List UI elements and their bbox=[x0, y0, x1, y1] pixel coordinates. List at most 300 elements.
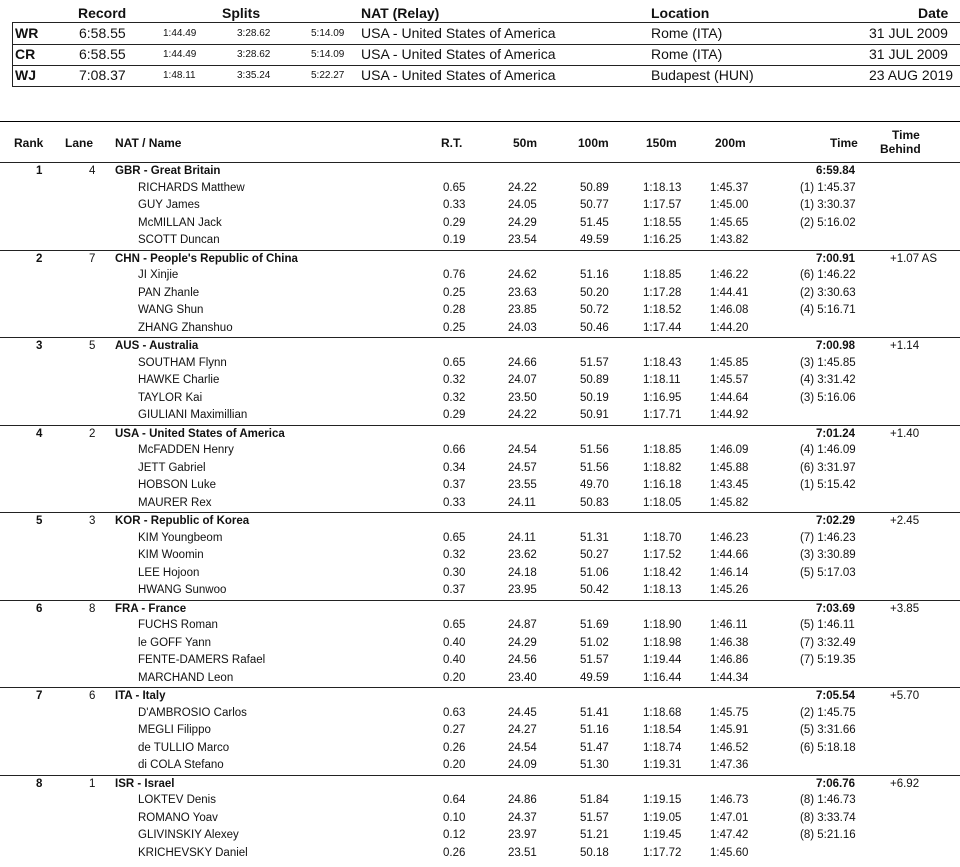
swimmer-name: PAN Zhanle bbox=[138, 286, 200, 299]
records-header-location: Location bbox=[651, 5, 710, 21]
swimmer-100m: 51.57 bbox=[580, 811, 609, 824]
col-150m: 150m bbox=[646, 136, 677, 150]
col-time: Time bbox=[830, 136, 858, 150]
swimmer-rt: 0.29 bbox=[443, 409, 466, 421]
swimmer-name: JETT Gabriel bbox=[138, 461, 206, 474]
team-row bbox=[0, 512, 960, 531]
record-nat: USA - United States of America bbox=[361, 46, 556, 62]
team-behind: +1.40 bbox=[890, 427, 920, 440]
swimmer-200m: 1:46.52 bbox=[710, 741, 749, 754]
swimmer-200m: 1:46.14 bbox=[710, 566, 749, 579]
swimmer-50m: 24.09 bbox=[508, 759, 537, 771]
team-behind: +1.07 AS bbox=[890, 252, 937, 265]
swimmer-cumulative: (8) 1:46.73 bbox=[800, 794, 856, 806]
swimmer-150m: 1:19.31 bbox=[643, 759, 682, 771]
record-time: 6:58.55 bbox=[79, 46, 126, 62]
swimmer-name: ROMANO Yoav bbox=[138, 811, 218, 824]
swimmer-cumulative: (1) 1:45.37 bbox=[800, 181, 856, 194]
record-code: CR bbox=[15, 46, 36, 62]
swimmer-200m: 1:45.82 bbox=[710, 496, 749, 509]
swimmer-50m: 24.11 bbox=[508, 531, 536, 544]
team-nat: CHN - People's Republic of China bbox=[115, 252, 298, 265]
swimmer-150m: 1:17.44 bbox=[643, 321, 682, 334]
swimmer-100m: 50.18 bbox=[580, 846, 609, 859]
swimmer-100m: 50.83 bbox=[580, 496, 609, 509]
swimmer-50m: 23.55 bbox=[508, 479, 537, 491]
team-lane: 2 bbox=[89, 427, 96, 440]
swimmer-cumulative: (4) 3:31.42 bbox=[800, 374, 856, 386]
swimmer-row bbox=[0, 530, 960, 548]
swimmer-row bbox=[0, 792, 960, 810]
swimmer-name: MAURER Rex bbox=[138, 496, 212, 509]
team-lane: 7 bbox=[89, 252, 96, 265]
swimmer-100m: 50.19 bbox=[580, 391, 609, 404]
swimmer-row bbox=[0, 582, 960, 600]
team-row bbox=[0, 687, 960, 706]
team-behind: +3.85 bbox=[890, 602, 920, 615]
swimmer-150m: 1:18.82 bbox=[643, 461, 682, 474]
swimmer-name: MEGLI Filippo bbox=[138, 724, 211, 736]
swimmer-200m: 1:46.86 bbox=[710, 654, 749, 666]
swimmer-50m: 24.87 bbox=[508, 619, 537, 631]
col-lane: Lane bbox=[65, 136, 94, 150]
results-header bbox=[0, 121, 960, 163]
swimmer-cumulative: (6) 3:31.97 bbox=[800, 461, 856, 474]
swimmer-row bbox=[0, 810, 960, 828]
swimmer-200m: 1:45.91 bbox=[710, 724, 749, 736]
swimmer-row bbox=[0, 180, 960, 198]
swimmer-row bbox=[0, 635, 960, 653]
swimmer-cumulative: (2) 5:16.02 bbox=[800, 216, 856, 229]
swimmer-rt: 0.19 bbox=[443, 234, 466, 246]
swimmer-150m: 1:16.18 bbox=[643, 479, 682, 491]
swimmer-cumulative: (4) 5:16.71 bbox=[800, 304, 856, 316]
swimmer-cumulative: (6) 5:18.18 bbox=[800, 741, 856, 754]
swimmer-100m: 50.72 bbox=[580, 304, 609, 316]
records-header bbox=[0, 0, 960, 22]
swimmer-150m: 1:18.13 bbox=[643, 181, 682, 194]
swimmer-cumulative: (7) 3:32.49 bbox=[800, 636, 856, 649]
swimmer-cumulative: (3) 5:16.06 bbox=[800, 391, 856, 404]
team-rank: 7 bbox=[36, 690, 43, 702]
swimmer-200m: 1:44.64 bbox=[710, 391, 749, 404]
team-lane: 3 bbox=[89, 515, 96, 527]
record-split-3: 5:14.09 bbox=[311, 49, 345, 60]
swimmer-50m: 24.54 bbox=[508, 741, 537, 754]
record-split-3: 5:14.09 bbox=[311, 28, 345, 39]
swimmer-50m: 24.22 bbox=[508, 181, 537, 194]
swimmer-rt: 0.25 bbox=[443, 321, 466, 334]
team-time: 7:03.69 bbox=[816, 602, 856, 615]
team-nat: ITA - Italy bbox=[115, 690, 166, 702]
swimmer-rt: 0.34 bbox=[443, 461, 466, 474]
swimmer-100m: 51.30 bbox=[580, 759, 609, 771]
team-nat: ISR - Israel bbox=[115, 777, 175, 790]
swimmer-50m: 24.22 bbox=[508, 409, 537, 421]
swimmer-rt: 0.33 bbox=[443, 199, 466, 211]
swimmer-rt: 0.29 bbox=[443, 216, 466, 229]
team-behind: +6.92 bbox=[890, 777, 920, 790]
team-row bbox=[0, 250, 960, 269]
swimmer-50m: 24.18 bbox=[508, 566, 537, 579]
records-header-splits: Splits bbox=[222, 5, 261, 21]
swimmer-cumulative: (4) 1:46.09 bbox=[800, 444, 856, 456]
swimmer-50m: 24.37 bbox=[508, 811, 537, 824]
swimmer-50m: 24.62 bbox=[508, 269, 537, 281]
team-time: 7:00.98 bbox=[816, 340, 856, 352]
team-time: 7:02.29 bbox=[816, 515, 856, 527]
swimmer-name: TAYLOR Kai bbox=[138, 391, 203, 404]
team-rank: 6 bbox=[36, 602, 43, 615]
team-row bbox=[0, 162, 960, 181]
swimmer-100m: 50.42 bbox=[580, 584, 609, 596]
swimmer-rt: 0.37 bbox=[443, 479, 466, 491]
record-location: Budapest (HUN) bbox=[651, 67, 754, 83]
swimmer-200m: 1:44.41 bbox=[710, 286, 749, 299]
record-nat: USA - United States of America bbox=[361, 25, 556, 41]
swimmer-cumulative: (2) 1:45.75 bbox=[800, 706, 856, 719]
record-split-1: 1:48.11 bbox=[163, 70, 196, 81]
swimmer-name: di COLA Stefano bbox=[138, 759, 224, 771]
swimmer-100m: 51.16 bbox=[580, 269, 609, 281]
swimmer-100m: 50.27 bbox=[580, 549, 609, 561]
swimmer-50m: 24.54 bbox=[508, 444, 537, 456]
record-split-2: 3:35.24 bbox=[237, 70, 271, 81]
swimmer-row bbox=[0, 215, 960, 233]
team-nat: AUS - Australia bbox=[115, 340, 199, 352]
record-row bbox=[12, 65, 960, 87]
swimmer-rt: 0.65 bbox=[443, 181, 466, 194]
swimmer-row bbox=[0, 757, 960, 775]
swimmer-200m: 1:45.75 bbox=[710, 706, 749, 719]
swimmer-150m: 1:18.68 bbox=[643, 706, 682, 719]
swimmer-200m: 1:45.85 bbox=[710, 356, 749, 369]
swimmer-row bbox=[0, 547, 960, 565]
swimmer-rt: 0.40 bbox=[443, 654, 466, 666]
team-nat: FRA - France bbox=[115, 602, 187, 615]
swimmer-150m: 1:19.15 bbox=[643, 794, 682, 806]
swimmer-rt: 0.63 bbox=[443, 706, 466, 719]
swimmer-name: KIM Woomin bbox=[138, 549, 204, 561]
swimmer-rt: 0.26 bbox=[443, 846, 466, 859]
swimmer-100m: 51.02 bbox=[580, 636, 609, 649]
swimmer-50m: 24.11 bbox=[508, 496, 536, 509]
swimmer-name: JI Xinjie bbox=[138, 269, 179, 281]
swimmer-100m: 49.59 bbox=[580, 671, 609, 684]
team-time: 7:05.54 bbox=[816, 690, 856, 702]
record-split-1: 1:44.49 bbox=[163, 49, 197, 60]
swimmer-50m: 24.05 bbox=[508, 199, 537, 211]
swimmer-200m: 1:45.60 bbox=[710, 846, 749, 859]
swimmer-name: McMILLAN Jack bbox=[138, 216, 222, 229]
swimmer-row bbox=[0, 495, 960, 513]
swimmer-row bbox=[0, 670, 960, 688]
swimmer-200m: 1:47.01 bbox=[710, 811, 749, 824]
record-row bbox=[12, 44, 960, 66]
swimmer-rt: 0.32 bbox=[443, 374, 466, 386]
team-time: 7:00.91 bbox=[816, 252, 856, 265]
swimmer-150m: 1:17.71 bbox=[643, 409, 682, 421]
swimmer-150m: 1:18.05 bbox=[643, 496, 682, 509]
swimmer-200m: 1:45.37 bbox=[710, 181, 749, 194]
swimmer-name: RICHARDS Matthew bbox=[138, 181, 245, 194]
swimmer-200m: 1:45.26 bbox=[710, 584, 749, 596]
swimmer-name: GIULIANI Maximillian bbox=[138, 409, 248, 421]
swimmer-200m: 1:46.73 bbox=[710, 794, 749, 806]
swimmer-200m: 1:45.88 bbox=[710, 461, 749, 474]
swimmer-50m: 23.50 bbox=[508, 391, 537, 404]
swimmer-name: FENTE-DAMERS Rafael bbox=[138, 654, 266, 666]
swimmer-cumulative: (8) 5:21.16 bbox=[800, 829, 856, 841]
team-lane: 1 bbox=[89, 777, 96, 790]
swimmer-100m: 51.56 bbox=[580, 461, 609, 474]
swimmer-name: SOUTHAM Flynn bbox=[138, 356, 227, 369]
swimmer-rt: 0.32 bbox=[443, 391, 466, 404]
swimmer-200m: 1:46.22 bbox=[710, 269, 749, 281]
swimmer-150m: 1:19.44 bbox=[643, 654, 682, 666]
record-split-3: 5:22.27 bbox=[311, 70, 345, 81]
record-code: WJ bbox=[15, 67, 36, 83]
swimmer-rt: 0.37 bbox=[443, 584, 466, 596]
swimmer-50m: 24.29 bbox=[508, 636, 537, 649]
swimmer-rt: 0.65 bbox=[443, 531, 466, 544]
swimmer-100m: 51.06 bbox=[580, 566, 609, 579]
swimmer-200m: 1:46.08 bbox=[710, 304, 749, 316]
swimmer-100m: 50.77 bbox=[580, 199, 609, 211]
swimmer-rt: 0.20 bbox=[443, 759, 466, 771]
record-nat: USA - United States of America bbox=[361, 67, 556, 83]
team-rank: 4 bbox=[36, 427, 43, 440]
swimmer-50m: 23.51 bbox=[508, 846, 537, 859]
swimmer-cumulative: (8) 3:33.74 bbox=[800, 811, 856, 824]
team-lane: 8 bbox=[89, 602, 96, 615]
swimmer-rt: 0.30 bbox=[443, 566, 466, 579]
swimmer-cumulative: (3) 1:45.85 bbox=[800, 356, 856, 369]
swimmer-rt: 0.33 bbox=[443, 496, 466, 509]
swimmer-200m: 1:44.66 bbox=[710, 549, 749, 561]
swimmer-row bbox=[0, 722, 960, 740]
swimmer-150m: 1:17.72 bbox=[643, 846, 682, 859]
swimmer-150m: 1:18.55 bbox=[643, 216, 682, 229]
team-behind: +5.70 bbox=[890, 690, 920, 702]
swimmer-150m: 1:18.42 bbox=[643, 566, 682, 579]
swimmer-name: ZHANG Zhanshuo bbox=[138, 321, 233, 334]
swimmer-name: D'AMBROSIO Carlos bbox=[138, 706, 247, 719]
swimmer-100m: 51.31 bbox=[580, 531, 609, 544]
col-rank: Rank bbox=[14, 136, 44, 150]
swimmer-50m: 24.66 bbox=[508, 356, 537, 369]
swimmer-name: HOBSON Luke bbox=[138, 479, 216, 491]
col-50m: 50m bbox=[513, 136, 538, 150]
team-behind: +1.14 bbox=[890, 340, 920, 352]
swimmer-row bbox=[0, 740, 960, 758]
col-rt: R.T. bbox=[441, 136, 463, 150]
col-nat-name: NAT / Name bbox=[115, 136, 182, 150]
swimmer-150m: 1:18.13 bbox=[643, 584, 682, 596]
swimmer-name: LOKTEV Denis bbox=[138, 794, 216, 806]
swimmer-200m: 1:44.20 bbox=[710, 321, 749, 334]
swimmer-100m: 51.57 bbox=[580, 356, 609, 369]
swimmer-100m: 51.47 bbox=[580, 741, 609, 754]
record-location: Rome (ITA) bbox=[651, 46, 723, 62]
swimmer-200m: 1:46.11 bbox=[710, 619, 748, 631]
swimmer-row bbox=[0, 845, 960, 863]
swimmer-name: SCOTT Duncan bbox=[138, 234, 220, 246]
team-lane: 6 bbox=[89, 690, 96, 702]
swimmer-50m: 24.07 bbox=[508, 374, 537, 386]
swimmer-rt: 0.26 bbox=[443, 741, 466, 754]
col-100m: 100m bbox=[578, 136, 609, 150]
swimmer-50m: 24.29 bbox=[508, 216, 537, 229]
swimmer-name: KIM Youngbeom bbox=[138, 531, 223, 544]
swimmer-150m: 1:18.11 bbox=[643, 374, 681, 386]
swimmer-200m: 1:45.57 bbox=[710, 374, 749, 386]
swimmer-name: WANG Shun bbox=[138, 304, 204, 316]
swimmer-150m: 1:18.85 bbox=[643, 444, 682, 456]
swimmer-50m: 23.97 bbox=[508, 829, 537, 841]
swimmer-50m: 24.27 bbox=[508, 724, 537, 736]
team-rank: 2 bbox=[36, 252, 43, 265]
swimmer-200m: 1:45.65 bbox=[710, 216, 749, 229]
swimmer-row bbox=[0, 390, 960, 408]
swimmer-100m: 51.16 bbox=[580, 724, 609, 736]
swimmer-rt: 0.12 bbox=[443, 829, 466, 841]
swimmer-50m: 23.95 bbox=[508, 584, 537, 596]
team-time: 6:59.84 bbox=[816, 165, 856, 177]
swimmer-50m: 24.45 bbox=[508, 706, 537, 719]
swimmer-row bbox=[0, 442, 960, 460]
swimmer-cumulative: (1) 5:15.42 bbox=[800, 479, 856, 491]
swimmer-200m: 1:46.38 bbox=[710, 636, 749, 649]
swimmer-100m: 50.91 bbox=[580, 409, 609, 421]
swimmer-name: HWANG Sunwoo bbox=[138, 584, 227, 596]
swimmer-100m: 51.41 bbox=[580, 706, 609, 719]
swimmer-150m: 1:18.74 bbox=[643, 741, 682, 754]
swimmer-50m: 23.54 bbox=[508, 234, 537, 246]
swimmer-row bbox=[0, 565, 960, 583]
swimmer-100m: 50.20 bbox=[580, 286, 609, 299]
swimmer-150m: 1:18.98 bbox=[643, 636, 682, 649]
swimmer-row bbox=[0, 652, 960, 670]
record-time: 7:08.37 bbox=[79, 67, 126, 83]
swimmer-200m: 1:43.45 bbox=[710, 479, 749, 491]
swimmer-150m: 1:18.90 bbox=[643, 619, 682, 631]
swimmer-200m: 1:44.92 bbox=[710, 409, 749, 421]
team-lane: 5 bbox=[89, 340, 96, 352]
swimmer-name: le GOFF Yann bbox=[138, 636, 212, 649]
swimmer-rt: 0.25 bbox=[443, 286, 466, 299]
swimmer-150m: 1:17.57 bbox=[643, 199, 682, 211]
team-row bbox=[0, 337, 960, 356]
swimmer-150m: 1:16.95 bbox=[643, 391, 682, 404]
swimmer-rt: 0.76 bbox=[443, 269, 466, 281]
swimmer-rt: 0.28 bbox=[443, 304, 466, 316]
swimmer-cumulative: (7) 1:46.23 bbox=[800, 531, 856, 544]
swimmer-name: LEE Hojoon bbox=[138, 566, 200, 579]
team-nat: GBR - Great Britain bbox=[115, 165, 221, 177]
swimmer-100m: 49.59 bbox=[580, 234, 609, 246]
team-time: 7:06.76 bbox=[816, 777, 856, 790]
swimmer-200m: 1:47.42 bbox=[710, 829, 749, 841]
swimmer-rt: 0.27 bbox=[443, 724, 466, 736]
swimmer-50m: 24.03 bbox=[508, 321, 537, 334]
swimmer-row bbox=[0, 827, 960, 845]
record-time: 6:58.55 bbox=[79, 25, 126, 41]
swimmer-row bbox=[0, 232, 960, 250]
swimmer-100m: 50.89 bbox=[580, 181, 609, 194]
swimmer-200m: 1:45.00 bbox=[710, 199, 749, 211]
swimmer-200m: 1:46.09 bbox=[710, 444, 749, 456]
team-behind: +2.45 bbox=[890, 515, 920, 527]
swimmer-row bbox=[0, 302, 960, 320]
swimmer-rt: 0.65 bbox=[443, 619, 466, 631]
swimmer-100m: 51.56 bbox=[580, 444, 609, 456]
swimmer-name: MARCHAND Leon bbox=[138, 671, 234, 684]
records-header-record: Record bbox=[78, 5, 127, 21]
team-row bbox=[0, 600, 960, 619]
swimmer-rt: 0.64 bbox=[443, 794, 466, 806]
col-time-behind-2: Behind bbox=[880, 142, 921, 156]
swimmer-row bbox=[0, 197, 960, 215]
swimmer-200m: 1:43.82 bbox=[710, 234, 749, 246]
team-lane: 4 bbox=[89, 165, 96, 177]
record-split-1: 1:44.49 bbox=[163, 28, 197, 39]
swimmer-cumulative: (2) 3:30.63 bbox=[800, 286, 856, 299]
swimmer-150m: 1:19.45 bbox=[643, 829, 682, 841]
record-split-2: 3:28.62 bbox=[237, 28, 271, 39]
swimmer-rt: 0.66 bbox=[443, 444, 466, 456]
swimmer-50m: 23.40 bbox=[508, 671, 537, 684]
swimmer-200m: 1:47.36 bbox=[710, 759, 749, 771]
swimmer-row bbox=[0, 355, 960, 373]
swimmer-150m: 1:19.05 bbox=[643, 811, 682, 824]
swimmer-150m: 1:16.25 bbox=[643, 234, 682, 246]
swimmer-50m: 23.62 bbox=[508, 549, 537, 561]
records-header-date: Date bbox=[918, 5, 949, 21]
swimmer-100m: 51.45 bbox=[580, 216, 609, 229]
swimmer-200m: 1:44.34 bbox=[710, 671, 749, 684]
records-header-nat: NAT (Relay) bbox=[361, 5, 440, 21]
swimmer-row bbox=[0, 267, 960, 285]
swimmer-name: KRICHEVSKY Daniel bbox=[138, 846, 248, 859]
swimmer-cumulative: (5) 3:31.66 bbox=[800, 724, 856, 736]
team-nat: USA - United States of America bbox=[115, 427, 285, 440]
swimmer-50m: 24.86 bbox=[508, 794, 537, 806]
swimmer-cumulative: (3) 3:30.89 bbox=[800, 549, 856, 561]
swimmer-50m: 24.57 bbox=[508, 461, 537, 474]
swimmer-100m: 51.69 bbox=[580, 619, 609, 631]
swimmer-name: HAWKE Charlie bbox=[138, 374, 220, 386]
team-rank: 5 bbox=[36, 515, 43, 527]
swimmer-row bbox=[0, 617, 960, 635]
team-rank: 8 bbox=[36, 777, 43, 790]
swimmer-name: GLIVINSKIY Alexey bbox=[138, 829, 239, 841]
team-rank: 1 bbox=[36, 165, 43, 177]
swimmer-cumulative: (1) 3:30.37 bbox=[800, 199, 856, 211]
swimmer-name: GUY James bbox=[138, 199, 200, 211]
swimmer-row bbox=[0, 460, 960, 478]
record-split-2: 3:28.62 bbox=[237, 49, 271, 60]
record-date: 31 JUL 2009 bbox=[869, 25, 948, 41]
swimmer-row bbox=[0, 705, 960, 723]
swimmer-150m: 1:18.85 bbox=[643, 269, 682, 281]
swimmer-150m: 1:18.43 bbox=[643, 356, 682, 369]
team-row bbox=[0, 425, 960, 444]
swimmer-50m: 23.63 bbox=[508, 286, 537, 299]
record-date: 23 AUG 2019 bbox=[869, 67, 954, 83]
swimmer-150m: 1:18.54 bbox=[643, 724, 682, 736]
record-row bbox=[12, 22, 960, 45]
